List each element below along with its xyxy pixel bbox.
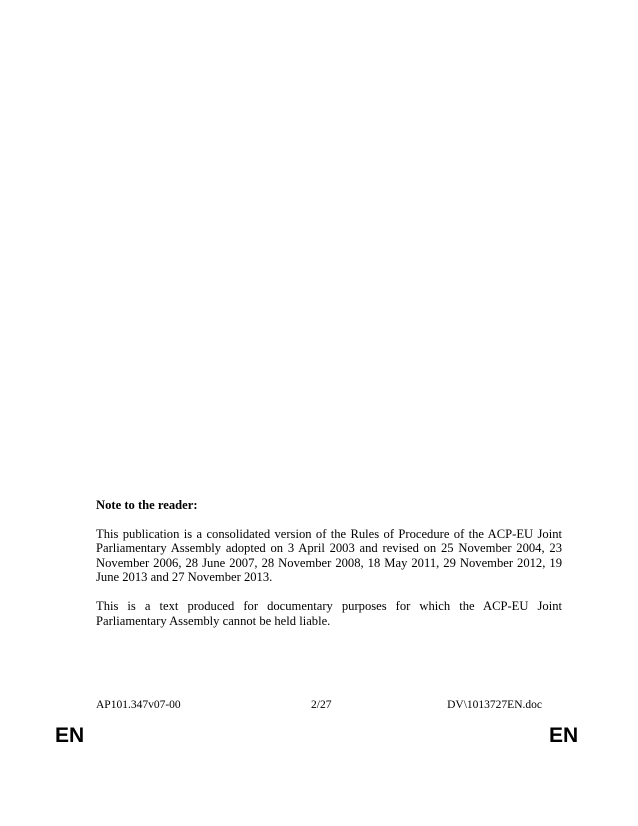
note-paragraph-disclaimer: This is a text produced for documentary purposes for which the ACP-EU Joint Parliamentary Assembly cannot be held liable. [96,598,562,628]
document-reference: AP101.347v07-00 [96,699,181,711]
note-to-reader [96,498,562,642]
file-name: DV\1013727EN.doc [447,699,542,711]
page-footer [96,697,542,713]
page-number: 2/27 [311,699,332,711]
language-code-right: EN [549,724,579,747]
language-code-left: EN [55,724,85,747]
note-paragraph-consolidated-version: This publication is a consolidated version of the Rules of Procedure of the ACP-EU Joint Parliamentary Assembly adopted on 3 April 2003 and revised on 25 November 2004, 23 November 2006, 28 June 2007, 28 November 2008, 18 May 2011, 29 November 2012, 19 June 2013 and 27 November 2013. [96,526,562,585]
note-heading: Note to the reader: [96,498,198,512]
